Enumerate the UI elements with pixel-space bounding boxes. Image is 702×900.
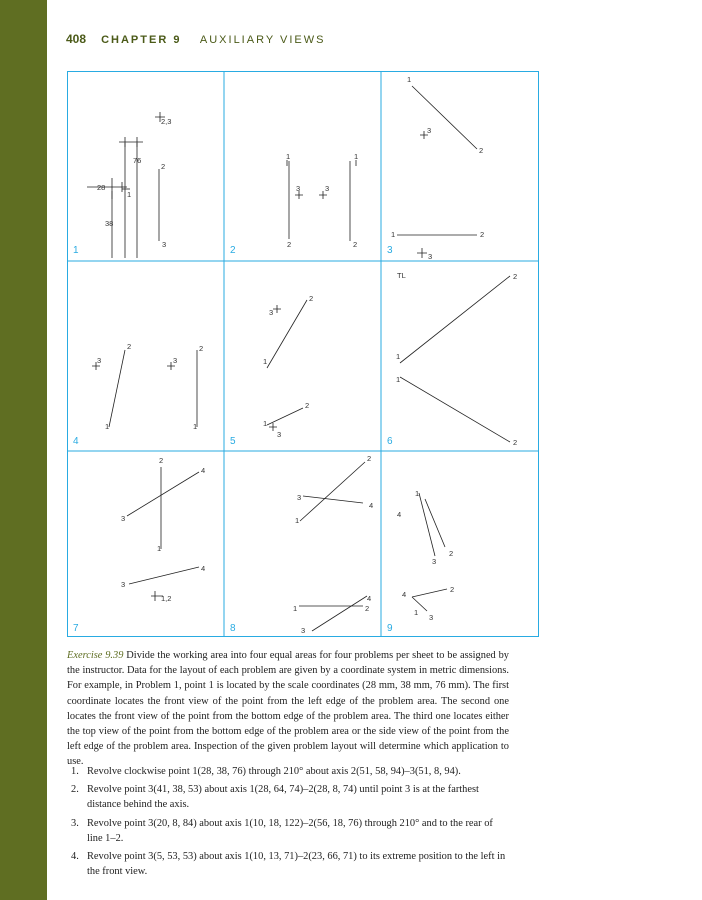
point-label: 2 <box>287 240 292 249</box>
item-text: Revolve clockwise point 1(28, 38, 76) through 210° about axis 2(51, 58, 94)–3(51, 8, 94). <box>87 766 461 777</box>
point-label: 2 <box>450 585 455 594</box>
point-label: 2 <box>305 401 310 410</box>
point-label: 4 <box>397 510 402 519</box>
point-label: 4 <box>369 501 374 510</box>
point-label: 2 <box>365 604 370 613</box>
point-label: 3 <box>269 308 274 317</box>
dimension-label: 76 <box>133 156 142 165</box>
point-label: 2 <box>513 272 518 281</box>
point-label: 2 <box>367 454 372 463</box>
point-label: 4 <box>201 466 206 475</box>
point-label: 1 <box>354 152 359 161</box>
point-label: 1 <box>105 422 110 431</box>
problem-number: 9 <box>387 623 393 634</box>
point-label: 3 <box>297 493 302 502</box>
point-label: 2 <box>159 456 164 465</box>
point-label: 2 <box>513 438 518 447</box>
point-label: 1 <box>193 422 198 431</box>
point-label: 2 <box>161 162 166 171</box>
true-length-label: TL <box>397 271 406 280</box>
dimension-label: 28 <box>97 183 106 192</box>
point-label: 3 <box>296 184 301 193</box>
list-item <box>67 782 511 812</box>
item-number: 4. <box>71 851 79 863</box>
point-label: 1 <box>295 516 300 525</box>
point-label: 1 <box>414 608 419 617</box>
point-label: 4 <box>367 594 372 603</box>
list-item <box>67 764 511 779</box>
point-label: 3 <box>427 126 432 135</box>
dimension-label: 38 <box>105 219 114 228</box>
point-label: 1 <box>396 375 401 384</box>
point-label: 1 <box>293 604 298 613</box>
item-number: 3. <box>71 817 79 829</box>
problem-list <box>67 764 511 882</box>
problem-number: 7 <box>73 623 79 634</box>
point-label: 1,2 <box>161 594 172 603</box>
point-label: 4 <box>201 564 206 573</box>
point-label: 4 <box>402 590 407 599</box>
item-number: 2. <box>71 784 79 796</box>
item-text: Revolve point 3(41, 38, 53) about axis 1(28, 64, 74)–2(28, 8, 74) until point 3 is at the farthest distance behind the axis. <box>87 784 479 811</box>
point-label: 3 <box>121 514 126 523</box>
item-text: Revolve point 3(20, 8, 84) about axis 1(10, 18, 122)–2(56, 18, 76) through 210° and to the rear of line 1–2. <box>87 817 493 844</box>
point-label: 2 <box>127 342 132 351</box>
point-label: 1 <box>391 230 396 239</box>
point-label: 3 <box>97 356 102 365</box>
chapter-title: AUXILIARY VIEWS <box>199 34 326 46</box>
chapter-label: CHAPTER 9 <box>101 34 182 46</box>
point-label: 3 <box>162 240 167 249</box>
page-number: 408 <box>66 32 87 46</box>
point-label: 2 <box>199 344 204 353</box>
point-label: 1 <box>396 352 401 361</box>
point-label: 3 <box>325 184 330 193</box>
problem-number: 1 <box>73 245 79 256</box>
exercise-paragraph <box>67 648 509 770</box>
point-label: 2 <box>309 294 314 303</box>
list-item <box>67 849 511 879</box>
item-text: Revolve point 3(5, 53, 53) about axis 1(10, 13, 71)–2(23, 66, 71) to its extreme position to the left in the front view. <box>87 851 506 878</box>
point-label: 1 <box>415 489 420 498</box>
item-number: 1. <box>71 766 79 777</box>
point-label: 2 <box>353 240 358 249</box>
sidebar-band <box>0 0 47 900</box>
exercise-label: Exercise 9.39 <box>67 650 124 661</box>
exercise-text: Divide the working area into four equal areas for four problems per sheet to be assigned by the instructor. Data for the layout of each problem are given by a coordinate system in metric dimensions. For example, in Problem 1, point 1 is located by the scale coordinates (28 mm, 38 mm, 76 mm). The first coordinate locates the front view of the point from the left edge of the problem area. The second one locates the front view of the point from the bottom edge of the problem area. The third one locates either the top view of the point from the bottom edge of the problem area or the side view of the point from the left edge of the problem area. Inspection of the given problem layout will determine which application to use. <box>67 650 509 768</box>
point-label: 3 <box>429 613 434 622</box>
point-label: 3 <box>432 557 437 566</box>
running-header <box>66 32 325 46</box>
point-label: 3 <box>121 580 126 589</box>
problem-number: 6 <box>387 436 393 447</box>
point-label: 1 <box>263 419 268 428</box>
point-label: 3 <box>277 430 282 439</box>
point-label: 1 <box>157 544 162 553</box>
problem-number: 5 <box>230 436 236 447</box>
point-label: 1 <box>127 190 132 199</box>
point-label: 2 <box>480 230 485 239</box>
problem-number: 3 <box>387 245 393 256</box>
point-label: 3 <box>173 356 178 365</box>
problem-number: 4 <box>73 436 79 447</box>
problem-number: 8 <box>230 623 236 634</box>
list-item <box>67 816 511 846</box>
point-label: 1 <box>286 152 291 161</box>
point-label: 1 <box>407 75 412 84</box>
point-label: 2 <box>479 146 484 155</box>
point-label: 2 <box>449 549 454 558</box>
point-label: 3 <box>301 626 306 635</box>
point-label: 3 <box>428 252 433 261</box>
point-label: 1 <box>263 357 268 366</box>
exercise-figure <box>67 71 539 637</box>
problem-number: 2 <box>230 245 236 256</box>
point-label: 2,3 <box>161 117 172 126</box>
